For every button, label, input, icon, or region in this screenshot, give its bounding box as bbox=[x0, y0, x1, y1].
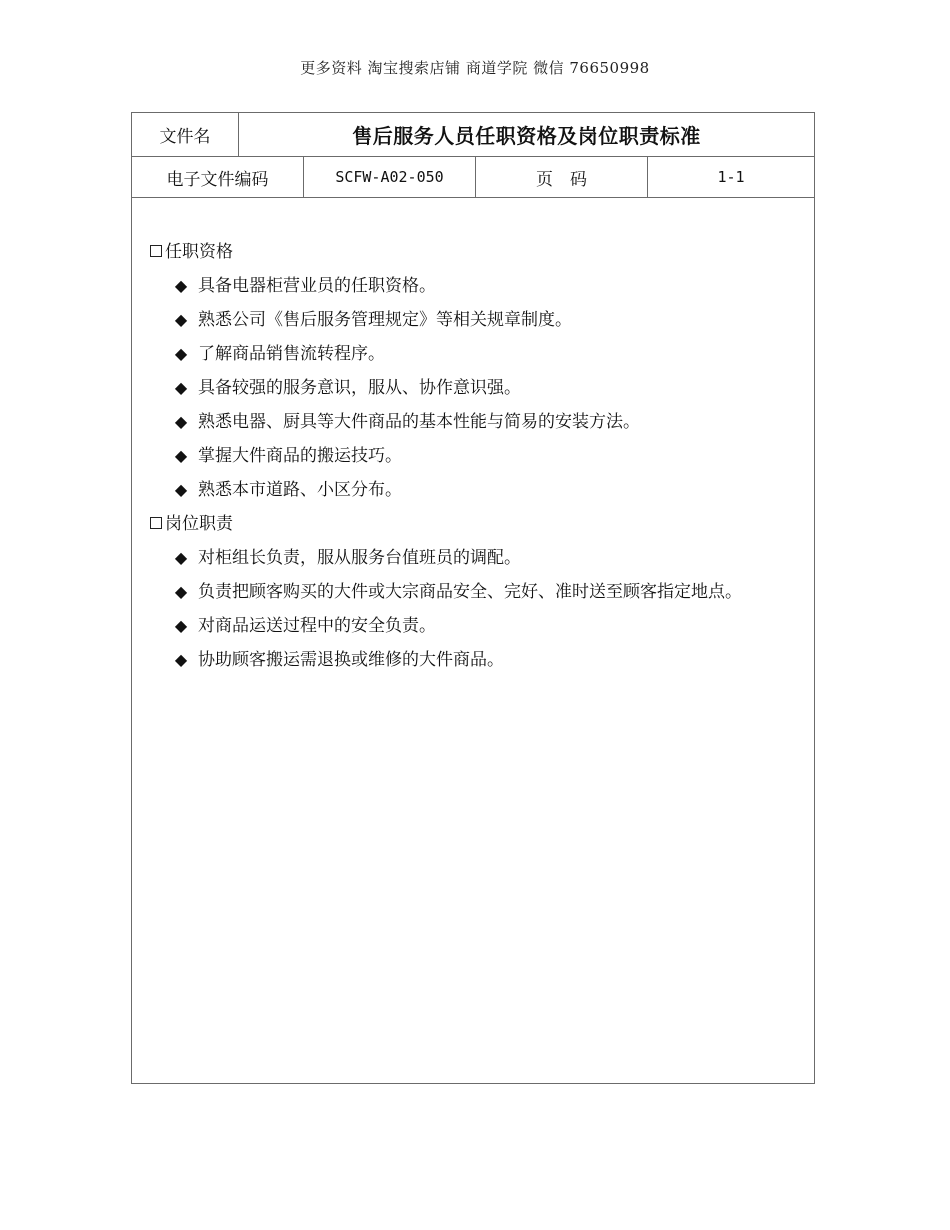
list-item-text: 对柜组长负责，服从服务台值班员的调配。 bbox=[198, 548, 521, 568]
checkbox-icon bbox=[150, 517, 162, 529]
page-label: 页 码 bbox=[476, 157, 648, 197]
meta-row bbox=[132, 157, 814, 198]
list-item bbox=[150, 343, 804, 377]
code-value: SCFW-A02-050 bbox=[304, 157, 476, 197]
list-item-text: 对商品运送过程中的安全负责。 bbox=[198, 616, 436, 636]
document-frame bbox=[131, 112, 815, 1084]
diamond-bullet-icon: ◆ bbox=[174, 310, 188, 329]
section-heading-text: 岗位职责 bbox=[165, 514, 233, 534]
list-item-text: 具备电器柜营业员的任职资格。 bbox=[198, 276, 436, 296]
diamond-bullet-icon: ◆ bbox=[174, 344, 188, 363]
diamond-bullet-icon: ◆ bbox=[174, 480, 188, 499]
diamond-bullet-icon: ◆ bbox=[174, 276, 188, 295]
diamond-bullet-icon: ◆ bbox=[174, 650, 188, 669]
list-item-text: 熟悉电器、厨具等大件商品的基本性能与简易的安装方法。 bbox=[198, 412, 640, 432]
list-item bbox=[150, 547, 804, 581]
file-name-label: 文件名 bbox=[132, 113, 239, 156]
checkbox-icon bbox=[150, 245, 162, 257]
header-note: 更多资料 淘宝搜索店铺 商道学院 微信 76650998 bbox=[300, 59, 650, 77]
list-item-text: 协助顾客搬运需退换或维修的大件商品。 bbox=[198, 650, 504, 670]
list-item-text: 了解商品销售流转程序。 bbox=[198, 344, 385, 364]
diamond-bullet-icon: ◆ bbox=[174, 582, 188, 601]
diamond-bullet-icon: ◆ bbox=[174, 446, 188, 465]
diamond-bullet-icon: ◆ bbox=[174, 548, 188, 567]
list-item bbox=[150, 615, 804, 649]
diamond-bullet-icon: ◆ bbox=[174, 616, 188, 635]
list-item bbox=[150, 581, 804, 615]
list-item-text: 熟悉本市道路、小区分布。 bbox=[198, 480, 402, 500]
list-item bbox=[150, 309, 804, 343]
section-heading-duties bbox=[150, 513, 804, 547]
list-item bbox=[150, 377, 804, 411]
section-heading-qualifications bbox=[150, 241, 804, 275]
list-item bbox=[150, 411, 804, 445]
list-item-text: 熟悉公司《售后服务管理规定》等相关规章制度。 bbox=[198, 310, 572, 330]
list-item bbox=[150, 479, 804, 513]
code-label: 电子文件编码 bbox=[132, 157, 304, 197]
list-item bbox=[150, 275, 804, 309]
section-heading-text: 任职资格 bbox=[165, 242, 233, 262]
title-row bbox=[132, 113, 814, 157]
document-title: 售后服务人员任职资格及岗位职责标准 bbox=[352, 124, 701, 148]
document-body bbox=[150, 241, 804, 683]
diamond-bullet-icon: ◆ bbox=[174, 378, 188, 397]
diamond-bullet-icon: ◆ bbox=[174, 412, 188, 431]
list-item-text: 具备较强的服务意识，服从、协作意识强。 bbox=[198, 378, 521, 398]
page-value: 1-1 bbox=[717, 168, 745, 186]
list-item-text: 负责把顾客购买的大件或大宗商品安全、完好、准时送至顾客指定地点。 bbox=[198, 582, 742, 602]
list-item-text: 掌握大件商品的搬运技巧。 bbox=[198, 446, 402, 466]
list-item bbox=[150, 445, 804, 479]
list-item bbox=[150, 649, 804, 683]
